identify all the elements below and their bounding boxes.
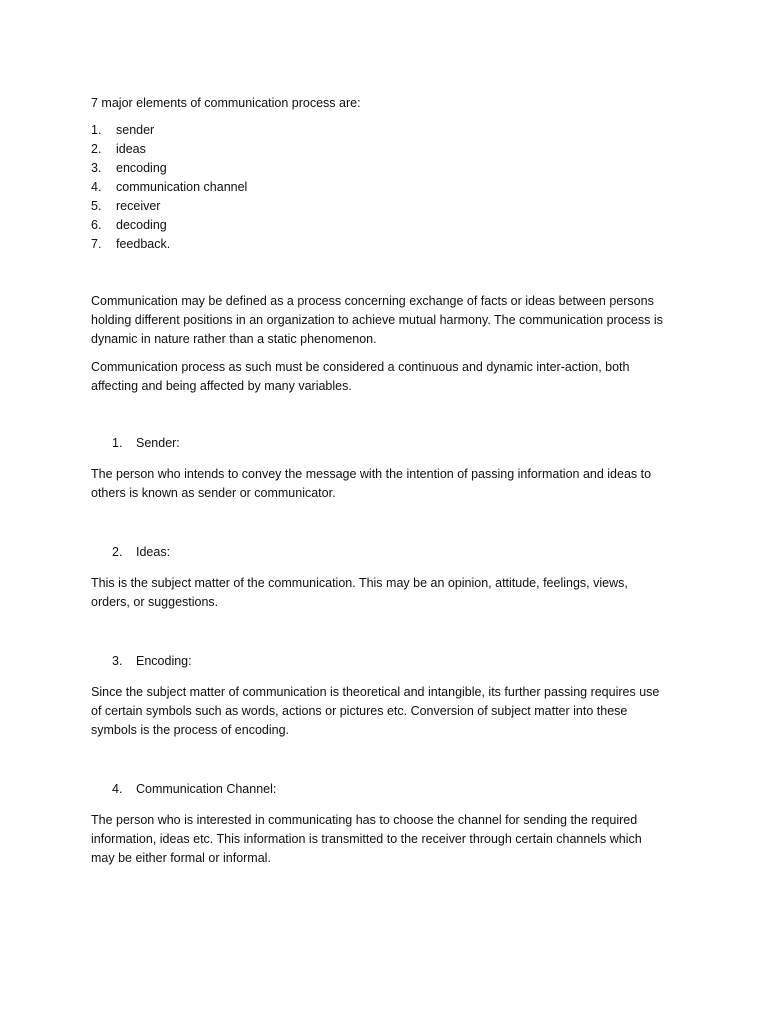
section-heading-encoding: [91, 652, 688, 671]
section-title: Communication Channel:: [136, 782, 277, 796]
list-item-number: 6.: [91, 218, 102, 232]
list-item-label: decoding: [116, 218, 167, 232]
list-item: [91, 235, 688, 254]
paragraph-line: may be either formal or informal.: [91, 851, 271, 865]
elements-list: [91, 121, 688, 254]
section-body-sender: [91, 465, 688, 503]
paragraph-line: Communication process as such must be considered a continuous and dynamic inter-action, both: [91, 360, 630, 374]
section-number: 3.: [112, 654, 123, 668]
paragraph-line: of certain symbols such as words, actions or pictures etc. Conversion of subject matter into these: [91, 704, 628, 718]
list-item-number: 5.: [91, 199, 102, 213]
paragraph-line: orders, or suggestions.: [91, 595, 219, 609]
list-item-number: 3.: [91, 161, 102, 175]
list-item: [91, 121, 688, 140]
paragraph-line: affecting and being affected by many variables.: [91, 379, 352, 393]
list-item: [91, 197, 688, 216]
list-item-label: receiver: [116, 199, 161, 213]
list-item-label: feedback.: [116, 237, 171, 251]
paragraph-line: symbols is the process of encoding.: [91, 723, 290, 737]
paragraph-line: The person who is interested in communicating has to choose the channel for sending the required: [91, 813, 638, 827]
list-item-label: encoding: [116, 161, 167, 175]
section-body-communication-channel: [91, 811, 688, 868]
section-heading-sender: [91, 434, 688, 453]
paragraph-line: holding different positions in an organization to achieve mutual harmony. The communication process is: [91, 313, 663, 327]
list-item-label: ideas: [116, 142, 146, 156]
process-paragraph: [91, 358, 688, 396]
paragraph-line: The person who intends to convey the message with the intention of passing information and ideas to: [91, 467, 652, 481]
section-title: Ideas:: [136, 545, 171, 559]
paragraph-line: others is known as sender or communicator.: [91, 486, 336, 500]
list-item-number: 4.: [91, 180, 102, 194]
section-number: 1.: [112, 436, 123, 450]
section-title: Sender:: [136, 436, 180, 450]
list-item: [91, 216, 688, 235]
list-item: [91, 178, 688, 197]
list-item-number: 2.: [91, 142, 102, 156]
list-item-label: communication channel: [116, 180, 248, 194]
section-number: 4.: [112, 782, 123, 796]
list-item: [91, 140, 688, 159]
section-heading-ideas: [91, 543, 688, 562]
paragraph-line: This is the subject matter of the communication. This may be an opinion, attitude, feelings, views,: [91, 576, 628, 590]
paragraph-line: information, ideas etc. This information is transmitted to the receiver through certain channels which: [91, 832, 642, 846]
section-body-ideas: [91, 574, 688, 612]
section-heading-communication-channel: [91, 780, 688, 799]
section-title: Encoding:: [136, 654, 192, 668]
list-item-number: 1.: [91, 123, 102, 137]
definition-paragraph: [91, 292, 688, 349]
paragraph-line: Communication may be defined as a process concerning exchange of facts or ideas between persons: [91, 294, 654, 308]
list-item: [91, 159, 688, 178]
list-item-label: sender: [116, 123, 155, 137]
intro-text: 7 major elements of communication process are:: [91, 96, 361, 110]
section-number: 2.: [112, 545, 123, 559]
paragraph-line: dynamic in nature rather than a static phenomenon.: [91, 332, 377, 346]
section-body-encoding: [91, 683, 688, 740]
list-item-number: 7.: [91, 237, 102, 251]
paragraph-line: Since the subject matter of communication is theoretical and intangible, its further passing requires use: [91, 685, 660, 699]
